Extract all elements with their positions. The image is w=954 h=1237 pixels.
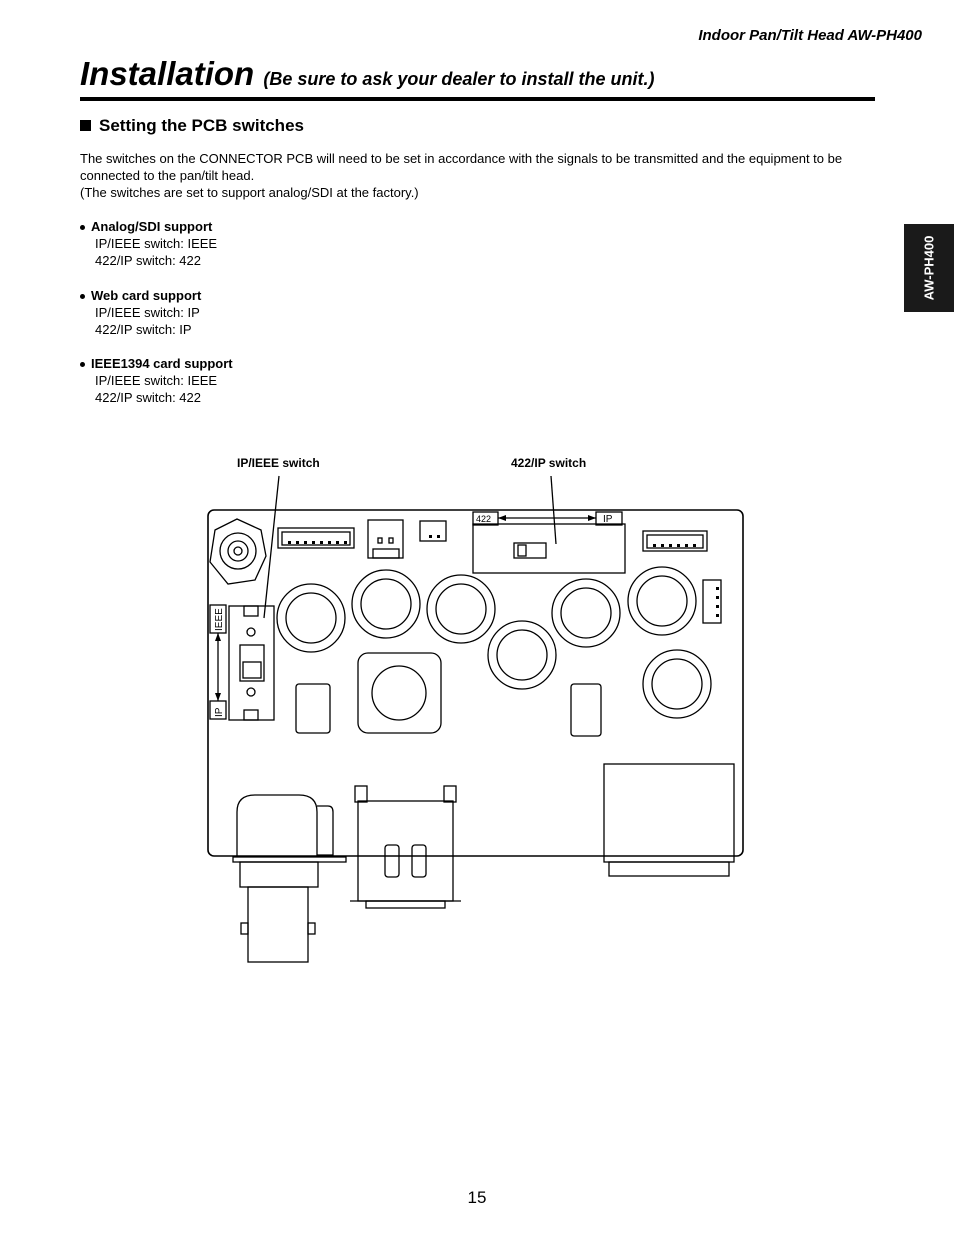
capacitor (643, 650, 711, 718)
support-title: IEEE1394 card support (91, 356, 233, 371)
capacitor (277, 584, 345, 652)
pin (716, 614, 719, 617)
side-tab-label: AW-PH400 (921, 235, 937, 301)
pin (677, 544, 680, 547)
support-422ip-setting: 422/IP switch: 422 (95, 253, 201, 268)
title-main-text: Installation (80, 55, 255, 92)
label-ip-side: IP (214, 707, 225, 717)
capacitor (427, 575, 495, 643)
arrowhead-left (498, 515, 506, 521)
bnc-connector-head (237, 795, 317, 857)
center-connector-foot (366, 901, 445, 908)
small-connector-pin (389, 538, 393, 543)
small-component-right (571, 684, 601, 736)
callout-ipieee-switch: IP/IEEE switch (237, 456, 320, 470)
switch-ipieee-hole (247, 688, 255, 696)
square-component (358, 653, 441, 733)
support-ipieee-setting: IP/IEEE switch: IP (95, 305, 200, 320)
pin (304, 541, 307, 544)
bnc-connector-pin (241, 923, 248, 934)
capacitor (552, 579, 620, 647)
bottom-right-connector-base (609, 862, 729, 876)
switch-block-422ip (473, 524, 625, 573)
capacitor-inner (637, 576, 687, 626)
switch-block-ipieee (229, 606, 274, 720)
section-heading-text: Setting the PCB switches (99, 116, 304, 135)
slide-switch-knob-ipieee (243, 662, 261, 678)
center-connector-slot (412, 845, 426, 877)
intro-line-2: (The switches are set to support analog/SDI at the factory.) (80, 185, 419, 200)
pin (336, 541, 339, 544)
pin (669, 544, 672, 547)
header-model-title: Indoor Pan/Tilt Head AW-PH400 (698, 27, 922, 44)
pcb-board-outline (208, 510, 743, 856)
nut-inner-circle (234, 547, 242, 555)
small-component-left (296, 684, 330, 733)
support-ipieee-setting: IP/IEEE switch: IEEE (95, 236, 218, 251)
pin (288, 541, 291, 544)
pin (685, 544, 688, 547)
bnc-connector-side (317, 806, 333, 855)
hex-nut (210, 519, 266, 584)
support-422ip-setting: 422/IP switch: 422 (95, 390, 201, 405)
support-422ip-setting: 422/IP switch: IP (95, 322, 192, 337)
support-title: Analog/SDI support (91, 219, 213, 234)
leader-line-ipieee (264, 476, 279, 618)
bottom-right-connector (604, 764, 734, 862)
switch-ipieee-top-pad (244, 606, 258, 616)
pin (328, 541, 331, 544)
pin (312, 541, 315, 544)
capacitor-inner (436, 584, 486, 634)
pin (320, 541, 323, 544)
capacitor (352, 570, 420, 638)
center-bottom-connector (358, 801, 453, 901)
pin (437, 535, 440, 538)
pin (344, 541, 347, 544)
switch-ipieee-bottom-pad (244, 710, 258, 720)
center-connector-tab-right (444, 786, 456, 802)
pin (716, 596, 719, 599)
small-connector-pin (378, 538, 382, 543)
pin (296, 541, 299, 544)
switch-ipieee-hole (247, 628, 255, 636)
bnc-connector-barrel (248, 887, 308, 962)
label-422: 422 (476, 514, 492, 524)
pin (716, 587, 719, 590)
square-component-circle (372, 666, 426, 720)
nut-outer-circle (220, 533, 256, 569)
small-connector-tab (373, 549, 399, 558)
pin (653, 544, 656, 547)
label-ieee: IEEE (214, 608, 225, 631)
arrowhead-right (588, 515, 596, 521)
nut-middle-circle (228, 541, 248, 561)
capacitor-inner (561, 588, 611, 638)
center-connector-tab-left (355, 786, 367, 802)
arrowhead-down (215, 693, 221, 701)
bnc-connector-flange (233, 857, 346, 862)
label-ip-top: IP (603, 514, 613, 525)
capacitor (488, 621, 556, 689)
slide-switch-knob-422ip (518, 545, 526, 556)
capacitor (628, 567, 696, 635)
arrowhead-up (215, 633, 221, 641)
title-subtitle: (Be sure to ask your dealer to install the unit.) (263, 69, 655, 89)
pin (716, 605, 719, 608)
capacitor-inner (652, 659, 702, 709)
intro-line-1: The switches on the CONNECTOR PCB will need to be set in accordance with the signals to be transmitted and the equipment to be connected to the pan/tilt head. (80, 151, 843, 183)
center-connector-slot (385, 845, 399, 877)
capacitor-inner (497, 630, 547, 680)
bnc-connector-pin (308, 923, 315, 934)
callout-422ip-switch: 422/IP switch (511, 456, 587, 470)
pin (693, 544, 696, 547)
support-ipieee-setting: IP/IEEE switch: IEEE (95, 373, 218, 388)
bnc-connector-body (240, 862, 318, 887)
capacitor-inner (286, 593, 336, 643)
page-number: 15 (467, 1188, 487, 1207)
pin (429, 535, 432, 538)
support-title: Web card support (91, 288, 202, 303)
pin (661, 544, 664, 547)
connector-top-left-inner (282, 532, 350, 545)
header-2pin (420, 521, 446, 541)
capacitor-inner (361, 579, 411, 629)
